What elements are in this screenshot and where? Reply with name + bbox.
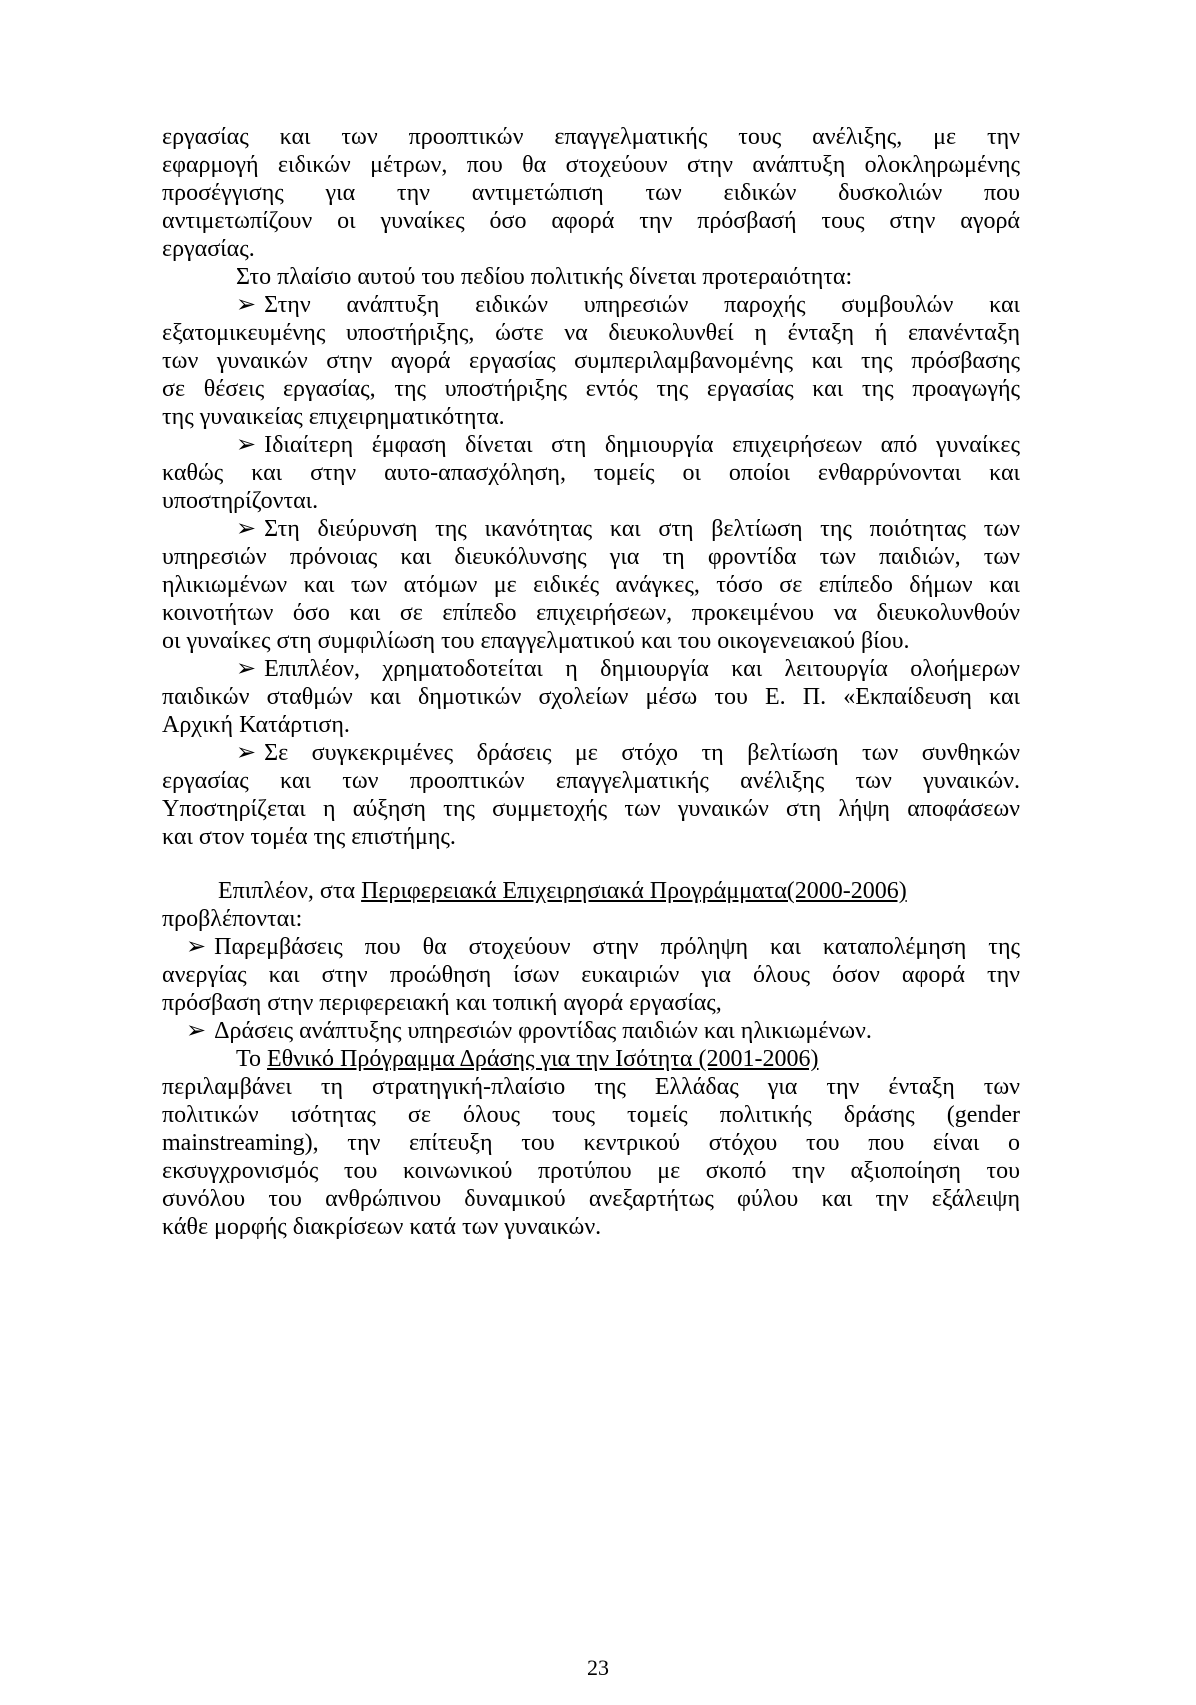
text-line: περιλαμβάνει τη στρατηγική-πλαίσιο της Ελλάδας για την ένταξη των bbox=[162, 1074, 1020, 1100]
arrow-bullet-icon: ➢ bbox=[236, 740, 257, 766]
text-line: Στο πλαίσιο αυτού του πεδίου πολιτικής δίνεται προτεραιότητα: bbox=[236, 264, 853, 290]
text-line: εφαρμογή ειδικών μέτρων, που θα στοχεύουν στην ανάπτυξη ολοκληρωμένης bbox=[162, 152, 1020, 178]
text-line: αντιμετωπίζουν οι γυναίκες όσο αφορά την πρόσβασή τους στην αγορά bbox=[162, 208, 1020, 234]
text-line: της γυναικείας επιχειρηματικότητα. bbox=[162, 404, 505, 430]
arrow-bullet-icon: ➢ bbox=[186, 934, 207, 960]
text-line: κοινοτήτων όσο και σε επίπεδο επιχειρήσεων, προκειμένου να διευκολυνθούν bbox=[162, 600, 1020, 626]
text-line: Το Εθνικό Πρόγραμμα Δράσης για την Ισότητα (2001-2006) bbox=[236, 1046, 819, 1072]
text-line: ηλικιωμένων και των ατόμων με ειδικές ανάγκες, τόσο σε επίπεδο δήμων και bbox=[162, 572, 1020, 598]
bullet-line: ➢ Ιδιαίτερη έμφαση δίνεται στη δημιουργία επιχειρήσεων από γυναίκες bbox=[236, 432, 1020, 458]
text-line: καθώς και στην αυτο-απασχόληση, τομείς οι οποίοι ενθαρρύνονται και bbox=[162, 460, 1020, 486]
bullet-line: ➢ Παρεμβάσεις που θα στοχεύουν στην πρόληψη και καταπολέμηση της bbox=[186, 934, 1020, 960]
text-line: παιδικών σταθμών και δημοτικών σχολείων μέσω του Ε. Π. «Εκπαίδευση και bbox=[162, 684, 1020, 710]
arrow-bullet-icon: ➢ bbox=[236, 292, 257, 318]
text-line: εργασίας και των προοπτικών επαγγελματικής ανέλιξης των γυναικών. bbox=[162, 768, 1020, 794]
text-line: υπηρεσιών πρόνοιας και διευκόλυνσης για τη φροντίδα των παιδιών, των bbox=[162, 544, 1020, 570]
arrow-bullet-icon: ➢ bbox=[236, 656, 257, 682]
bullet-line: ➢ Δράσεις ανάπτυξης υπηρεσιών φροντίδας παιδιών και ηλικιωμένων. bbox=[186, 1018, 872, 1044]
text-line: εργασίας. bbox=[162, 236, 255, 262]
arrow-bullet-icon: ➢ bbox=[236, 516, 257, 542]
text-line: υποστηρίζονται. bbox=[162, 488, 319, 514]
text-line: εκσυγχρονισμός του κοινωνικού προτύπου με σκοπό την αξιοποίηση του bbox=[162, 1158, 1020, 1184]
text-line: πολιτικών ισότητας σε όλους τους τομείς πολιτικής δράσης (gender bbox=[162, 1102, 1020, 1128]
text-line: Επιπλέον, στα Περιφερειακά Επιχειρησιακά Προγράμματα(2000-2006) bbox=[218, 878, 907, 904]
bullet-line: ➢ Στην ανάπτυξη ειδικών υπηρεσιών παροχής συμβουλών και bbox=[236, 292, 1020, 318]
text-line: σε θέσεις εργασίας, της υποστήριξης εντός της εργασίας και της προαγωγής bbox=[162, 376, 1020, 402]
text-line: των γυναικών στην αγορά εργασίας συμπεριλαμβανομένης και της πρόσβασης bbox=[162, 348, 1020, 374]
bullet-line: ➢ Σε συγκεκριμένες δράσεις με στόχο τη βελτίωση των συνθηκών bbox=[236, 740, 1020, 766]
text-line: κάθε μορφής διακρίσεων κατά των γυναικών. bbox=[162, 1214, 602, 1240]
text-line: ανεργίας και στην προώθηση ίσων ευκαιριών για όλους όσον αφορά την bbox=[162, 962, 1020, 988]
text-line: mainstreaming), την επίτευξη του κεντρικού στόχου του που είναι ο bbox=[162, 1130, 1020, 1156]
page-number: 23 bbox=[587, 1655, 609, 1680]
text-line: συνόλου του ανθρώπινου δυναμικού ανεξαρτήτως φύλου και την εξάλειψη bbox=[162, 1186, 1020, 1212]
text-line: προσέγγισης για την αντιμετώπιση των ειδικών δυσκολιών που bbox=[162, 180, 1020, 206]
programme-link: Περιφερειακά Επιχειρησιακά Προγράμματα(2000-2006) bbox=[361, 878, 907, 904]
text-line: πρόσβαση στην περιφερειακή και τοπική αγορά εργασίας, bbox=[162, 990, 722, 1016]
text-line: οι γυναίκες στη συμφιλίωση του επαγγελματικού και του οικογενειακού βίου. bbox=[162, 628, 910, 654]
text-line: Υποστηρίζεται η αύξηση της συμμετοχής των γυναικών στη λήψη αποφάσεων bbox=[162, 796, 1020, 822]
text-line: και στον τομέα της επιστήμης. bbox=[162, 824, 456, 850]
arrow-bullet-icon: ➢ bbox=[236, 432, 257, 458]
text-line: εξατομικευμένης υποστήριξης, ώστε να διευκολυνθεί η ένταξη ή επανένταξη bbox=[162, 320, 1020, 346]
action-plan-link: Εθνικό Πρόγραμμα Δράσης για την Ισότητα (2001-2006) bbox=[267, 1046, 819, 1072]
bullet-line: ➢ Στη διεύρυνση της ικανότητας και στη βελτίωση της ποιότητας των bbox=[236, 516, 1020, 542]
text-line: Αρχική Κατάρτιση. bbox=[162, 712, 350, 738]
arrow-bullet-icon: ➢ bbox=[186, 1018, 207, 1044]
bullet-line: ➢ Επιπλέον, χρηματοδοτείται η δημιουργία και λειτουργία ολοήμερων bbox=[236, 656, 1020, 682]
text-line: εργασίας και των προοπτικών επαγγελματικής τους ανέλιξης, με την bbox=[162, 124, 1020, 150]
text-line: προβλέπονται: bbox=[162, 906, 303, 932]
